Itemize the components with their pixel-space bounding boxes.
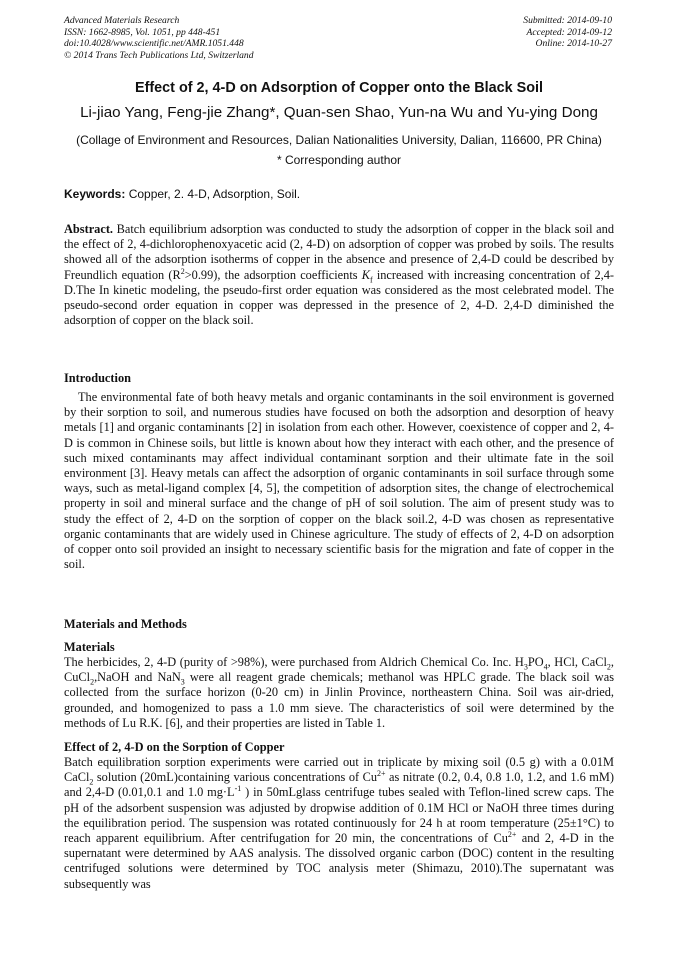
effect-text [64, 755, 614, 892]
effect-part: solution (20mL)containing various concentrations of Cu [93, 770, 378, 785]
affiliation: (Collage of Environment and Resources, Dalian Nationalities University, Dalian, 116600, PR China) [76, 133, 602, 147]
abstract-label: Abstract. [64, 222, 114, 236]
effect-part: Batch equilibration sorption experiments were carried out in triplicate by mixing soil (0.5 g) with a 0.01M CaCl [64, 755, 614, 785]
effect-part: and 2, 4-D in the supernatant were determined by AAS analysis. The dissolved organic carbon (DOC) content in the resulting centrifuged solutions were determined by TOC analysis meter (Shimazu, 2010).The supernatant was subsequently was [64, 831, 614, 891]
effect-sup: 2+ [377, 769, 386, 779]
materials-part: PO [527, 655, 544, 669]
effect-sup: 2+ [507, 829, 517, 839]
introduction-text: The environmental fate of both heavy metals and organic contaminants in the soil environment is governed by their sorption to soil, and numerous studies have focused on both the adsorption and desorption of heavy metals [1] and organic contaminants [2] in isolation from each other. However, coexistence of copper and 2, 4-D is common in Chinese soils, but little is known about how they interact with each other, and the presence of such mixed contaminants may affect individual contaminant sorption and their ultimate fate in the soil environment [3]. Heavy metals can affect the adsorption of organic contaminants in soil surface through some ways, such as metal-ligand complex [4, 5], the competition of adsorption sites, the change of electrochemical property in soil and mineral surface and the change of pH of soil solution. The aim of present study was to study the effect of 2, 4-D on the sorption of copper on the black soil.2, 4-D was chosen as representative organic contaminants that are widely used in Chinese agriculture. The study of effects of 2, 4-D on adsorption of copper onto soil provided an insight to necessary scientific basis for the migration and fate of copper in the soil. [64, 390, 614, 572]
abstract-text-2: >0.99), the adsorption coefficients [184, 267, 362, 282]
materials-part: , CuCl [64, 655, 615, 685]
corresponding-note: * Corresponding author [276, 153, 402, 167]
effect-sup: -1 [234, 784, 242, 794]
effect-sub: 2 [89, 777, 94, 787]
abstract-text-1: Batch equilibrium adsorption was conducted to study the adsorption of copper in the black soil and the effect of 2, 4-dichlorophenoxyacetic acid (2, 4-D) on adsorption of copper was probed by soils. The results showed all of the adsorption isotherms of copper in the absence and presence of 2,4-D could be described by Freundlich equation (R [64, 222, 614, 282]
keywords [64, 187, 614, 201]
doi-line: doi:10.4028/www.scientific.net/AMR.1051.448 [64, 38, 244, 49]
submitted-date: Submitted: 2014-09-10 [523, 15, 612, 26]
keywords-label: Keywords: [64, 187, 126, 201]
author-list: Li-jiao Yang, Feng-jie Zhang*, Quan-sen Shao, Yun-na Wu and Yu-ying Dong [80, 104, 598, 121]
materials-part: ,NaOH and NaN [94, 670, 181, 685]
materials-sub: 3 [523, 662, 528, 672]
materials-sub: 4 [543, 662, 548, 672]
materials-sub: 2 [606, 662, 611, 672]
materials-heading: Materials [64, 640, 115, 654]
abstract-text-3: increased with increasing concentration of 2,4-D.The In kinetic modeling, the pseudo-first order equation was considered as the most celebrated model. The pseudo-second order equation in copper was depressed in the presence of 2, 4-D. 2,4-D diminished the adsorption of copper on the black soil. [64, 267, 614, 328]
paper-title: Effect of 2, 4-D on Adsorption of Copper onto the Black Soil [134, 80, 543, 96]
abstract-kf-sub: f [369, 275, 373, 285]
copyright-line: © 2014 Trans Tech Publications Ltd, Switzerland [64, 49, 254, 61]
abstract-sup: 2 [180, 266, 185, 276]
materials-part: The herbicides, 2, 4-D (purity of >98%), were purchased from Aldrich Chemical Co. Inc. H [64, 655, 524, 669]
materials-sub: 2 [90, 677, 95, 687]
introduction-heading: Introduction [64, 371, 131, 385]
effect-heading: Effect of 2, 4-D on the Sorption of Copper [64, 740, 285, 754]
journal-header [64, 15, 364, 61]
abstract [64, 222, 614, 328]
materials-part: , HCl, CaCl [547, 655, 607, 669]
journal-name: Advanced Materials Research [64, 15, 180, 26]
abstract-kf: K [361, 267, 370, 282]
accepted-date: Accepted: 2014-09-12 [526, 26, 612, 38]
effect-part: as nitrate (0.2, 0.4, 0.8 1.0, 1.2, and 1.6 mM) and 2,4-D (0.01,0.1 and 1.0 mg·L [64, 770, 614, 800]
methods-heading: Materials and Methods [64, 617, 187, 631]
materials-sub: 3 [180, 677, 185, 687]
effect-part: ) in 50mLglass centrifuge tubes sealed with Teflon-lined screw caps. The pH of the adsorbent suspension was adjusted by dropwise addition of 0.1M HCl or NaOH three times during the equilibration period. The suspension was rotated continuously for 24 h at room temperature (25±1°C) to reach apparent equilibrium. After centrifugation for 20 min, the concentrations of Cu [64, 785, 614, 846]
online-date: Online: 2014-10-27 [535, 38, 612, 49]
dates-header [392, 15, 612, 50]
materials-part: were all reagent grade chemicals; methanol was HPLC grade. The black soil was collected from the surface horizon (0-20 cm) in Jinlin Province, northeastern China. Soil was air-dried, grounded, and homogenized to pass a 1.0 mm sieve. The characteristics of soil were determined by the methods of Lu R.K. [6], and their properties are listed in Table 1. [64, 670, 615, 730]
materials-text [64, 655, 614, 731]
keywords-text: Copper, 2. 4-D, Adsorption, Soil. [125, 187, 301, 201]
issn-line: ISSN: 1662-8985, Vol. 1051, pp 448-451 [64, 26, 221, 38]
